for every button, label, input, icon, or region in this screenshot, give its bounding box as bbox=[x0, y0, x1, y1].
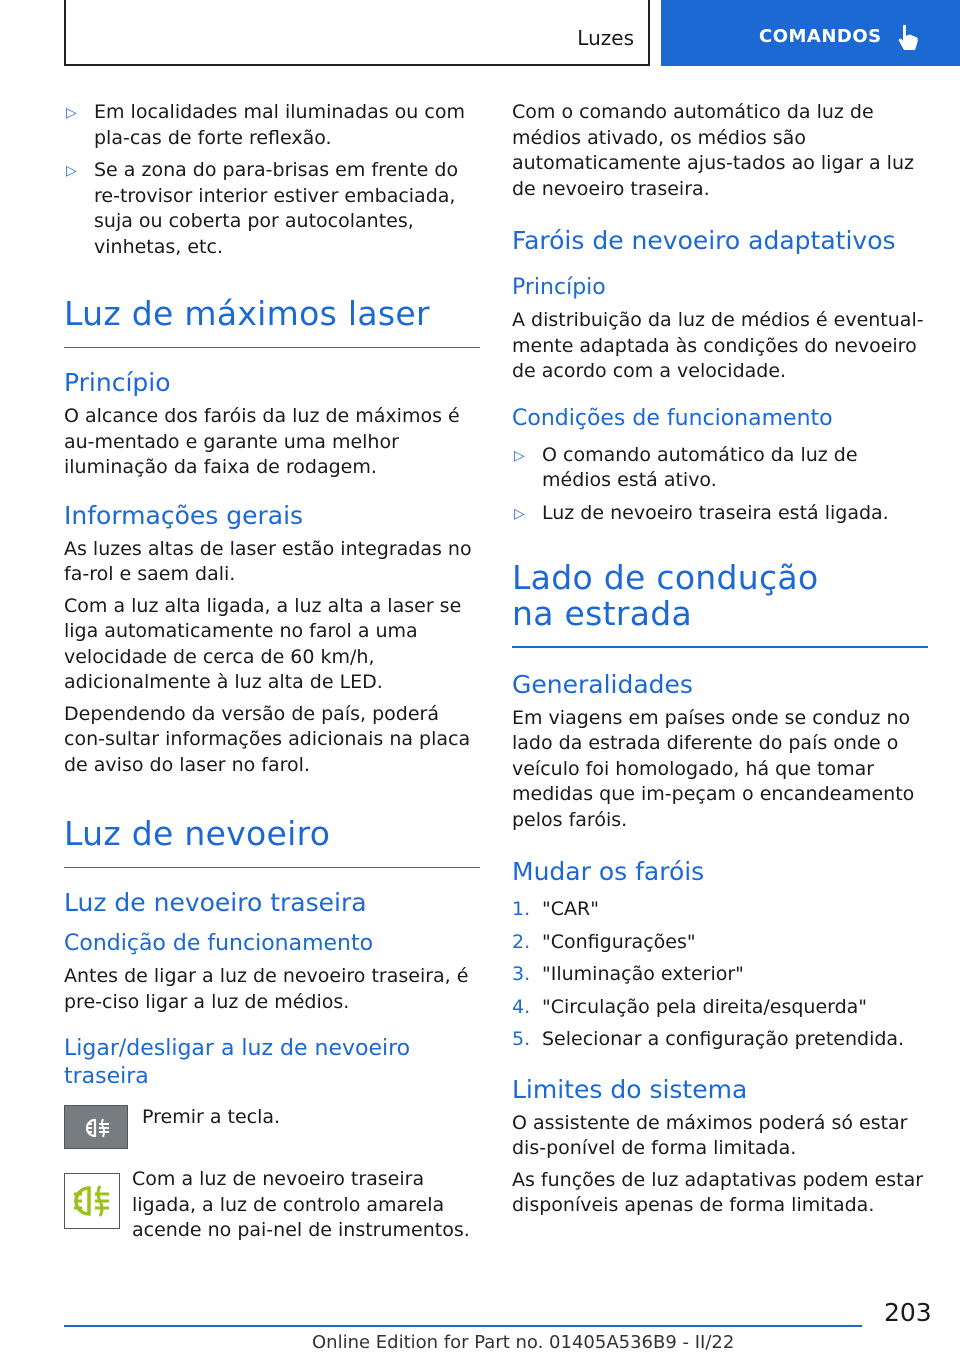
footer-divider bbox=[64, 1325, 862, 1327]
fog-intro-text: Com o comando automático da luz de médios ativado, os médios são automaticamente ajus‐tados ao ligar a luz de nevoeiro traseira. bbox=[512, 101, 914, 200]
rear-fog-light-indicator-icon bbox=[64, 1173, 120, 1229]
edition-text: Online Edition for Part no. 01405A536B9 - II/22 bbox=[312, 1332, 735, 1353]
change-headlights-heading: Mudar os faróis bbox=[512, 857, 705, 886]
chapter-tab bbox=[661, 0, 960, 66]
adaptive-conditions-heading: Condições de funcionamento bbox=[512, 405, 833, 431]
header-section-box bbox=[64, 0, 650, 66]
limits-p1: O assistente de máximos poderá só estar dis‐ponível de forma limitada. bbox=[512, 1111, 908, 1159]
list-item: 3. "Iluminação exterior" bbox=[512, 963, 744, 985]
list-item: 4. "Circulação pela direita/esquerda" bbox=[512, 995, 868, 1018]
list-item: ▷ Luz de nevoeiro traseira está ligada. bbox=[512, 501, 928, 527]
adaptive-principle-text: A distribuição da luz de médios é eventual‐mente adaptada às condições do nevoeiro de acordo com a velocidade. bbox=[512, 309, 924, 382]
list-item: 1. "CAR" bbox=[512, 898, 599, 920]
adaptive-fog-heading: Faróis de nevoeiro adaptativos bbox=[512, 226, 896, 255]
bullet-triangle-icon: ▷ bbox=[66, 163, 77, 179]
laser-section-title: Luz de máximos laser bbox=[64, 296, 480, 348]
rear-fog-light-key-icon bbox=[64, 1105, 128, 1149]
rear-fog-heading: Luz de nevoeiro traseira bbox=[64, 888, 367, 917]
laser-general-p1: As luzes altas de laser estão integradas no fa‐rol e saem dali. bbox=[64, 537, 472, 585]
list-item: ▷ O comando automático da luz de médios está ativo. bbox=[514, 443, 858, 491]
bullet-triangle-icon: ▷ bbox=[66, 105, 77, 121]
laser-principle-heading: Princípio bbox=[64, 368, 171, 397]
bullet-triangle-icon: ▷ bbox=[514, 447, 525, 464]
road-side-section-title: Lado de condução na estrada bbox=[512, 558, 819, 633]
list-item: ▷ Se a zona do para-brisas em frente do re‐trovisor interior estiver embaciada, suja ou coberta por autocolantes, vinhetas, etc. bbox=[66, 159, 459, 258]
limits-p2: As funções de luz adaptativas podem estar disponíveis apenas de forma limitada. bbox=[512, 1168, 924, 1216]
list-item: ▷ Em localidades mal iluminadas ou com pla‐cas de forte reflexão. bbox=[66, 101, 465, 149]
adaptive-principle-heading: Princípio bbox=[512, 275, 606, 300]
right-column bbox=[512, 100, 928, 1225]
laser-general-p2: Com a luz alta ligada, a luz alta a laser se liga automaticamente no farol a uma velocidade de cerca de 60 km/h, adicionalmente à luz alta de LED. bbox=[64, 594, 462, 693]
road-side-rule bbox=[512, 646, 928, 648]
fog-condition-heading: Condição de funcionamento bbox=[64, 931, 374, 956]
list-item: 2. "Configurações" bbox=[512, 930, 696, 953]
laser-general-heading: Informações gerais bbox=[64, 500, 304, 530]
fog-switch-heading: Ligar/desligar a luz de nevoeiro traseira bbox=[64, 1036, 411, 1089]
road-general-heading: Generalidades bbox=[512, 669, 693, 699]
fog-indicator-text: Com a luz de nevoeiro traseira ligada, a luz de controlo amarela acende no pai‐nel de instrumentos. bbox=[132, 1168, 470, 1241]
list-item: 5. Selecionar a configuração pretendida. bbox=[512, 1028, 905, 1050]
fog-condition-text: Antes de ligar a luz de nevoeiro traseira, é pre‐ciso ligar a luz de médios. bbox=[64, 965, 469, 1013]
fog-key-text: Premir a tecla. bbox=[142, 1106, 281, 1128]
system-limits-heading: Limites do sistema bbox=[512, 1074, 748, 1104]
laser-general-p3: Dependendo da versão de país, poderá con‐sultar informações adicionais na placa de aviso do laser no farol. bbox=[64, 702, 471, 776]
fog-indicator-row bbox=[64, 1167, 480, 1247]
chapter-tab-label: COMANDOS bbox=[759, 26, 882, 47]
section-title: Luzes bbox=[577, 26, 634, 50]
page-number: 203 bbox=[884, 1298, 932, 1327]
pointing-hand-icon bbox=[897, 24, 919, 52]
laser-principle-text: O alcance dos faróis da luz de máximos é au‐mentado e garante uma melhor iluminação da faixa de rodagem. bbox=[64, 405, 460, 478]
left-column bbox=[64, 100, 480, 1265]
fog-key-row bbox=[64, 1105, 480, 1149]
fog-section-title: Luz de nevoeiro bbox=[64, 816, 480, 868]
bullet-triangle-icon: ▷ bbox=[514, 505, 525, 522]
road-general-text: Em viagens em países onde se conduz no lado da estrada diferente do país onde o veículo foi homologado, há que tomar medidas que im‐peçam o encandeamento pelos faróis. bbox=[512, 706, 915, 831]
